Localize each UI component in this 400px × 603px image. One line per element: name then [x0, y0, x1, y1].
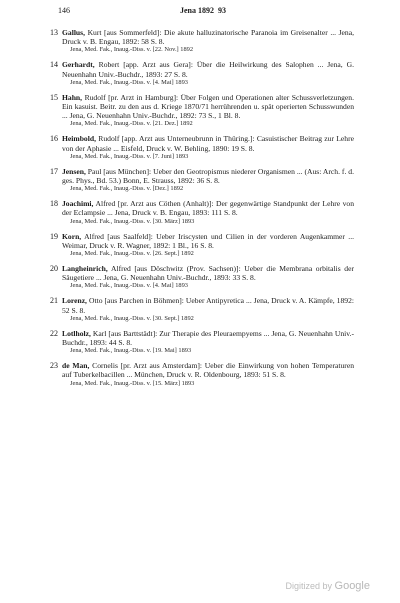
bibliography-entry [36, 329, 354, 355]
entry-author: Heimbold, [62, 134, 96, 144]
dissertation-note: Jena, Med. Fak., Inaug.-Diss. v. [7. Juni] 1893 [70, 152, 189, 160]
entry-number: 15 [50, 92, 58, 102]
watermark-brand: Google [334, 580, 370, 592]
dissertation-note: Jena, Med. Fak., Inaug.-Diss. v. [30. März] 1893 [70, 217, 195, 225]
entry-body [62, 134, 354, 152]
entry-text: Robert [app. Arzt aus Gera]: Über die Heilwirkung des Salophen ... Jena, G. Neuenhahn Univ.-Buchdr., 1893: 27 S. 8. [62, 60, 354, 79]
entry-author: Lorenz, [62, 296, 87, 306]
entry-text: Otto [aus Parchen in Böhmen]: Ueber Antipyretica ... Jena, Druck v. A. Kämpfe, 1892: 52 S. 8. [62, 296, 354, 315]
bibliography-entry [36, 264, 354, 290]
entry-body [62, 264, 354, 282]
entry-author: Langheinrich, [62, 264, 108, 274]
bibliography-entry [36, 134, 354, 160]
entry-number: 18 [50, 199, 58, 209]
entry-body [62, 329, 354, 347]
dissertation-note: Jena, Med. Fak., Inaug.-Diss. v. [4. Mai] 1893 [70, 78, 188, 86]
entry-number: 13 [50, 28, 58, 37]
entry-author: Korn, [62, 231, 82, 241]
bibliography-entry [36, 93, 354, 129]
dissertation-note: Jena, Med. Fak., Inaug.-Diss. v. [Dez.] 1892 [70, 185, 184, 193]
dissertation-note: Jena, Med. Fak., Inaug.-Diss. v. [30. Sept.] 1892 [70, 314, 194, 322]
bibliography-entry [36, 199, 354, 225]
entry-number: 14 [50, 60, 58, 70]
dissertation-note: Jena, Med. Fak., Inaug.-Diss. v. [21. Dez.] 1892 [70, 120, 193, 128]
entry-text: Rudolf [pr. Arzt in Hamburg]: Über Folgen und Operationen alter Schussverletzungen. Ein kasuist. Beitr. zu den aus d. Kriege 1870/71 herrührenden u. spät operierten Schusswunden ... Jena, G. Neuenhahn Univ.-Buchdr., 1892: 73 S., 1 Bl. 8. [62, 92, 354, 121]
bibliography-entry [36, 167, 354, 193]
dissertation-note: Jena, Med. Fak., Inaug.-Diss. v. [19. Mai] 1893 [70, 347, 192, 355]
section-number: 93 [218, 6, 226, 15]
entry-text: Alfred [aus Saalfeld]: Ueber Iriscysten und Cilien in der vorderen Augenkammer ... Weimar, Druck v. R. Wagner, 1892: 1 Bl., 16 S. 8. [62, 231, 354, 250]
entry-text: Alfred [aus Döschwitz (Prov. Sachsen)]: Ueber die Membrana orbitalis der Säugetiere ... Jena, G. Neuenhahn Univ.-Buchdr., 1893: 33 S. 8. [62, 264, 354, 283]
entry-number: 17 [50, 166, 58, 176]
entry-list [36, 28, 354, 394]
bibliography-entry [36, 296, 354, 322]
entry-number: 22 [50, 328, 58, 338]
entry-body [62, 296, 354, 314]
entry-author: Joachimi, [62, 199, 94, 209]
entry-number: 19 [50, 231, 58, 241]
entry-number: 20 [50, 264, 58, 274]
entry-body [62, 93, 354, 121]
entry-author: Lotlholz, [62, 328, 91, 338]
watermark-prefix: Digitized by [285, 581, 332, 591]
entry-text: Rudolf [app. Arzt aus Unterneubrunn in Thüring.]: Casuistischer Beitrag zur Lehre von der Aphasie ... Eisfeld, Druck v. W. Behling, 1890: 19 S. 8. [62, 134, 354, 153]
entry-author: Hahn, [62, 92, 83, 102]
entry-text: Cornelis [pr. Arzt aus Amsterdam]: Ueber die Einwirkung von hohen Temperaturen auf Tuberkelbacillen ... München, Druck v. R. Oldenbourg, 1893: 51 S. 8. [62, 361, 355, 380]
bibliography-entry [36, 28, 354, 54]
google-watermark [285, 580, 370, 592]
entry-text: Kurt [aus Sommerfeld]: Die akute halluzinatorische Paranoia im Greisenalter ... Jena, Druck v. B. Engau, 1892: 58 S. 8. [62, 28, 354, 47]
running-title: Jena 1892 [180, 6, 214, 15]
entry-author: Gerhardt, [62, 60, 95, 70]
bibliography-entry [36, 60, 354, 86]
entry-body [62, 28, 354, 46]
page-number: 146 [58, 6, 70, 15]
entry-number: 21 [50, 296, 58, 306]
bibliography-entry [36, 361, 354, 387]
entry-text: Karl [aus Barttstädt]: Zur Therapie des Pleuraempyems ... Jena, G. Neuenhahn Univ.-Buchdr., 1893: 44 S. 8. [62, 328, 354, 348]
entry-body [62, 167, 354, 185]
entry-body [62, 60, 354, 78]
dissertation-note: Jena, Med. Fak., Inaug.-Diss. v. [4. Mai] 1893 [70, 282, 188, 290]
entry-body [62, 199, 354, 217]
entry-text: Paul [aus München]: Ueber den Geotropismus niederer Organismen ... (Aus: Arch. f. d. ges. Phys., Bd. 53.) Bonn, E. Strauss, 1892: 36 S. 8. [62, 166, 354, 186]
entry-body [62, 232, 354, 250]
entry-number: 16 [50, 134, 58, 144]
dissertation-note: Jena, Med. Fak., Inaug.-Diss. v. [22. Nov.] 1892 [70, 46, 194, 54]
dissertation-note: Jena, Med. Fak., Inaug.-Diss. v. [15. März] 1893 [70, 379, 195, 387]
entry-author: Jensen, [62, 166, 86, 176]
entry-author: de Man, [62, 361, 90, 371]
dissertation-note: Jena, Med. Fak., Inaug.-Diss. v. [26. Sept.] 1892 [70, 250, 194, 258]
page-header [58, 6, 358, 18]
entry-author: Gallus, [62, 28, 86, 37]
entry-text: Alfred [pr. Arzt aus Cöthen (Anhalt)]: Der gegenwärtige Standpunkt der Lehre von der Eclampsie ... Jena, Druck v. B. Engau, 1893: 111 S. 8. [62, 199, 355, 218]
bibliography-entry [36, 232, 354, 258]
entry-body [62, 361, 354, 379]
entry-number: 23 [50, 361, 58, 371]
